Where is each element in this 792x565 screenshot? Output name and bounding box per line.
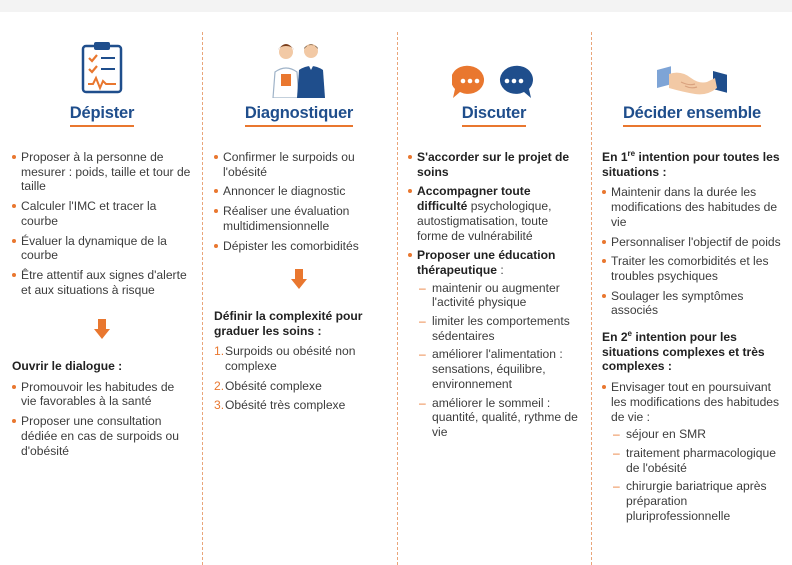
list-text: : <box>496 262 504 277</box>
list-item <box>214 398 384 413</box>
list-item: Évaluer la dynamique de la courbe <box>12 234 192 263</box>
column-body <box>12 150 192 463</box>
sub-heading <box>602 150 782 179</box>
list-item: Calculer l'IMC et tracer la courbe <box>12 199 192 228</box>
list-item: Proposer une consultation dédiée en cas de surpoids ou d'obésité <box>12 414 192 458</box>
column-body <box>214 150 384 418</box>
list-item: – chirurgie bariatrique après préparation pluriprofessionnelle <box>611 479 782 523</box>
doctors-icon <box>214 40 384 94</box>
column-diagnostiquer <box>214 32 384 565</box>
column-title: Discuter <box>408 104 580 127</box>
list-item <box>408 184 580 243</box>
list-item: Confirmer le surpoids ou l'obésité <box>214 150 384 179</box>
sub-heading <box>602 330 782 374</box>
list-item: Proposer à la personne de mesurer : poids, taille et tour de taille <box>12 150 192 194</box>
list-text: Obésité très complexe <box>225 398 346 413</box>
handshake-icon <box>602 40 782 94</box>
column-discuter <box>408 32 580 565</box>
speech-bubbles-icon <box>408 40 580 94</box>
list-number: 1. <box>214 344 225 359</box>
list-item: – améliorer l'alimentation : sensations, équilibre, environnement <box>417 347 580 391</box>
list-number: 3. <box>214 398 225 413</box>
bullet-list <box>12 150 192 297</box>
bullet-list <box>214 150 384 253</box>
list-item <box>214 344 384 373</box>
column-divider <box>397 32 398 565</box>
column-title: Dépister <box>12 104 192 127</box>
column-body <box>408 150 580 445</box>
list-item: Personnaliser l'objectif de poids <box>602 235 782 250</box>
dash-list <box>417 281 580 440</box>
list-item: – limiter les comportements sédentaires <box>417 314 580 343</box>
list-item: Traiter les comorbidités et les troubles psychiques <box>602 254 782 283</box>
list-number: 2. <box>214 378 225 393</box>
list-item <box>214 379 384 394</box>
heading-superscript: e <box>627 329 632 338</box>
heading-text: En 2 <box>602 330 628 345</box>
list-item: Annoncer le diagnostic <box>214 184 384 199</box>
column-depister <box>12 32 192 565</box>
list-item: – maintenir ou augmenter l'activité physique <box>417 281 580 310</box>
column-decider-ensemble <box>602 32 782 565</box>
dash-list <box>611 427 782 523</box>
list-item: – traitement pharmacologique de l'obésité <box>611 446 782 475</box>
list-text: Obésité complexe <box>225 378 322 393</box>
list-item: Réaliser une évaluation multidimensionnelle <box>214 204 384 233</box>
bullet-list <box>408 150 580 440</box>
heading-superscript: re <box>627 148 636 158</box>
heading-text: En 1 <box>602 150 628 164</box>
list-text-bold: Accompagner toute difficulté <box>417 184 531 214</box>
sub-heading: Définir la complexité pour graduer les soins : <box>214 308 363 338</box>
list-item: Soulager les symptômes associés <box>602 289 782 318</box>
list-text: Envisager tout en poursuivant les modifications des habitudes de vie : <box>611 380 780 424</box>
list-item: Promouvoir les habitudes de vie favorables à la santé <box>12 380 192 409</box>
top-band <box>0 0 792 12</box>
list-item: – améliorer le sommeil : quantité, qualité, rythme de vie <box>417 396 580 440</box>
list-item <box>408 248 580 439</box>
list-text: psychologique, autostigmatisation, toute forme de vulnérabilité <box>417 199 552 243</box>
sub-heading: Ouvrir le dialogue : <box>12 359 123 374</box>
numbered-list <box>214 344 384 413</box>
list-item: Maintenir dans la durée les modifications des habitudes de vie <box>602 185 782 229</box>
column-title: Diagnostiquer <box>214 104 384 127</box>
column-title: Décider ensemble <box>602 104 782 127</box>
list-item: Être attentif aux signes d'alerte et aux situations à risque <box>12 268 192 297</box>
list-item: – séjour en SMR <box>611 427 782 442</box>
column-body <box>602 150 782 528</box>
column-divider <box>591 32 592 565</box>
list-item: Dépister les comorbidités <box>214 239 384 254</box>
list-text: Surpoids ou obésité non complexe <box>225 344 356 374</box>
heading-text: intention pour toutes les situations : <box>602 150 780 179</box>
heading-text: intention pour les situations complexes et très complexes : <box>602 330 765 374</box>
list-item <box>408 150 580 179</box>
bullet-list <box>602 380 782 523</box>
column-divider <box>202 32 203 565</box>
bullet-list <box>602 185 782 318</box>
list-item <box>602 380 782 523</box>
clipboard-checklist-icon <box>12 40 192 94</box>
bullet-list <box>12 380 192 459</box>
list-text: S'accorder sur le projet de soins <box>417 150 570 179</box>
list-text-bold: Proposer une éducation thérapeutique <box>417 248 556 277</box>
